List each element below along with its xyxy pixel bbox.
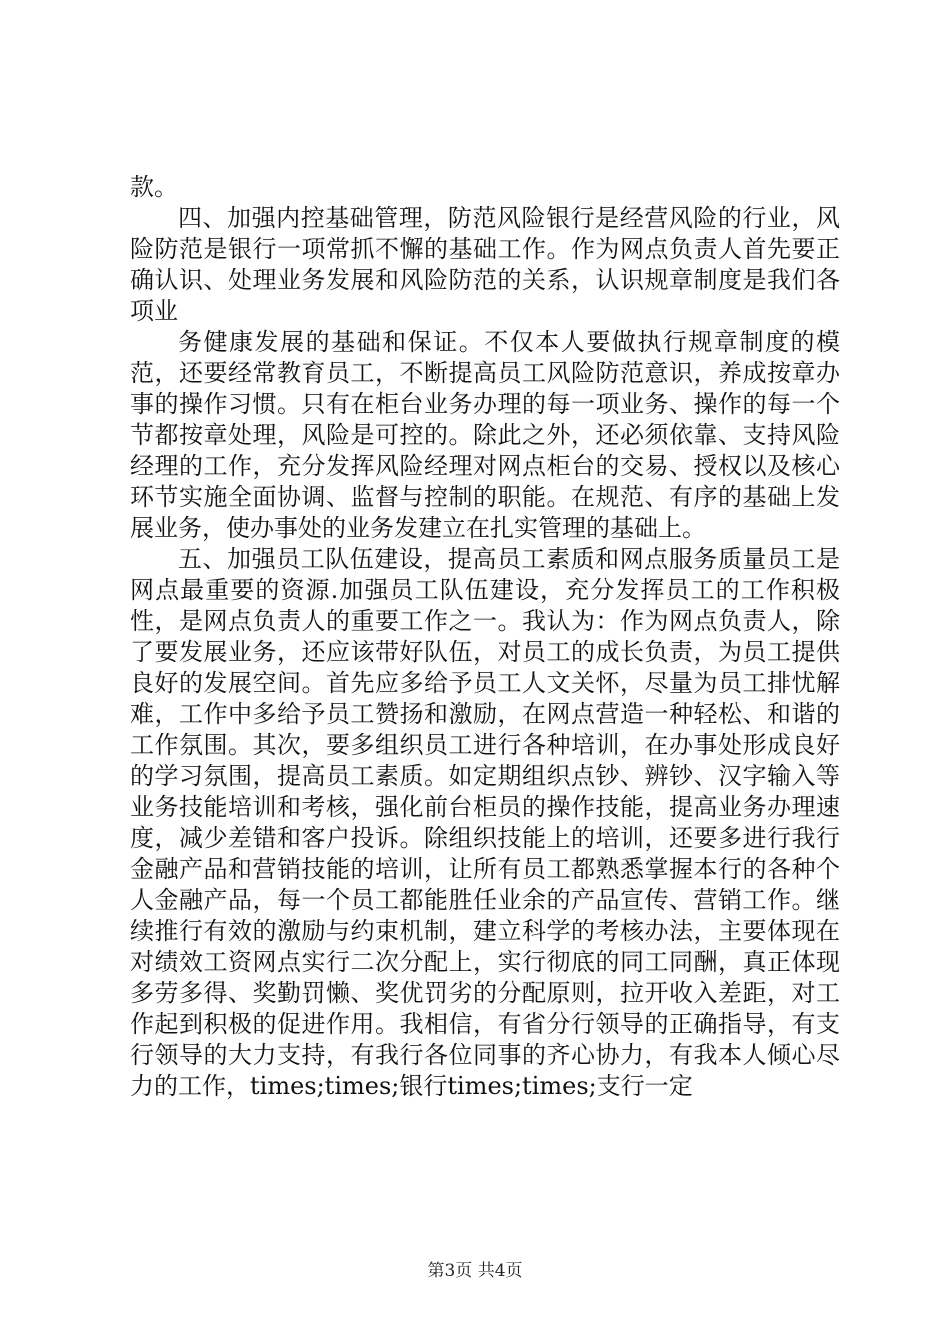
paragraph-internal-control: 四、加强内控基础管理，防范风险银行是经营风险的行业，风险防范是银行一项常抓不懈的基础工作。作为网点负责人首先要正确认识、处理业务发展和风险防范的关系，认识规章制度是我们各项业 — [130, 204, 840, 325]
paragraph-staff-building: 五、加强员工队伍建设，提高员工素质和网点服务质量员工是网点最重要的资源.加强员工队伍建设，充分发挥员工的工作积极性，是网点负责人的重要工作之一。我认为：作为网点负责人，除了要发展业务，还应该带好队伍，对员工的成长负责，为员工提供良好的发展空间。首先应多给予员工人文关怀，尽量为员工排忧解难，工作中多给予员工赞扬和激励，在网点营造一种轻松、和谐的工作氛围。其次，要多组织员工进行各种培训，在办事处形成良好的学习氛围，提高员工素质。如定期组织点钞、辨钞、汉字输入等业务技能培训和考核，强化前台柜员的操作技能，提高业务办理速度，减少差错和客户投诉。除组织技能上的培训，还要多进行我行金融产品和营销技能的培训，让所有员工都熟悉掌握本行的各种个人金融产品，每一个员工都能胜任业余的产品宣传、营销工作。继续推行有效的激励与约束机制，建立科学的考核办法，主要体现在对绩效工资网点实行二次分配上，实行彻底的同工同酬，真正体现多劳多得、奖勤罚懒、奖优罚劣的分配原则，拉开收入差距，对工作起到积极的促进作用。我相信，有省分行领导的正确指导，有支行领导的大力支持，有我行各位同事的齐心协力，有我本人倾心尽力的工作，times;times;银行times;times;支行一定 — [130, 545, 840, 1100]
paragraph-business-foundation: 务健康发展的基础和保证。不仅本人要做执行规章制度的模范，还要经常教育员工，不断提高员工风险防范意识，养成按章办事的操作习惯。只有在柜台业务办理的每一项业务、操作的每一个节都按章处理，风险是可控的。除此之外，还必须依靠、支持风险经理的工作，充分发挥风险经理对网点柜台的交易、授权以及核心环节实施全面协调、监督与控制的职能。在规范、有序的基础上发展业务，使办事处的业务发建立在扎实管理的基础上。 — [130, 328, 840, 542]
paragraph-continuation: 款。 — [130, 173, 178, 201]
document-body — [130, 172, 840, 1102]
page-footer: 第3页 共4页 — [427, 1261, 523, 1281]
